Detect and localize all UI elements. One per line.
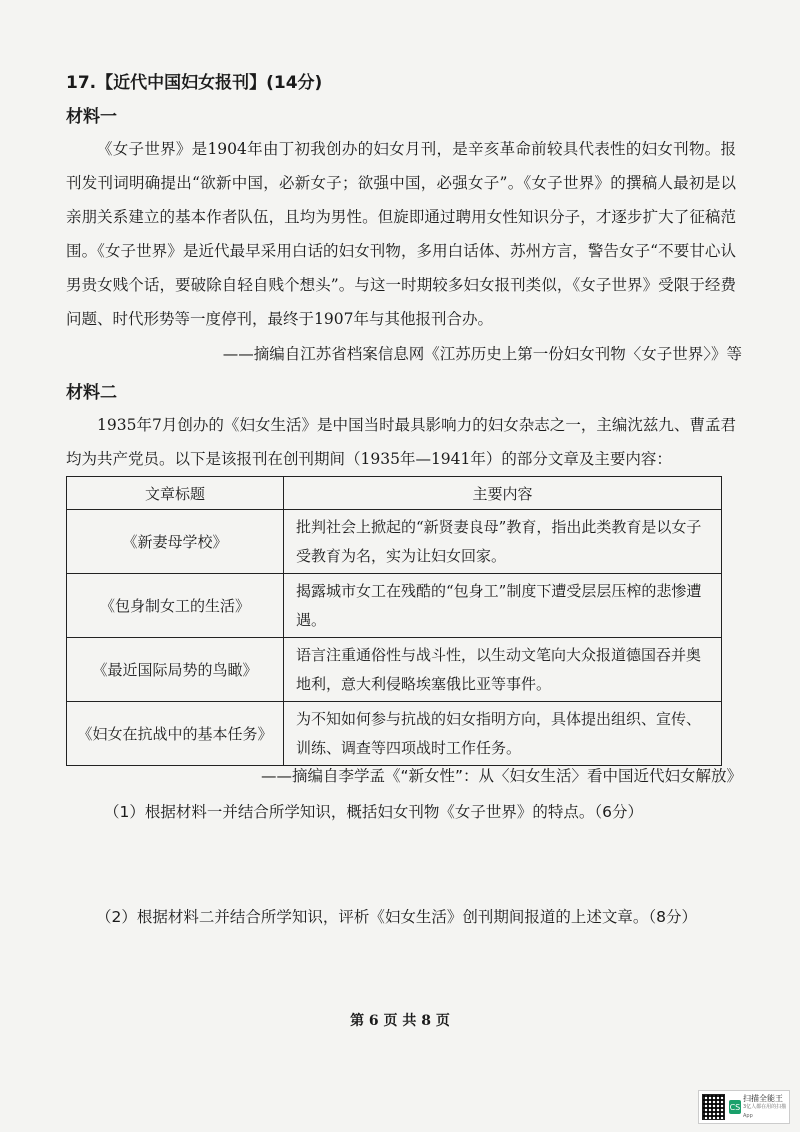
material-one-heading: 材料一 xyxy=(66,107,117,127)
table-row xyxy=(67,638,722,702)
article-content: 揭露城市女工在残酷的“包身工”制度下遭受层层压榨的悲惨遭遇。 xyxy=(284,574,722,638)
article-content: 语言注重通俗性与战斗性，以生动文笔向大众报道德国吞并奥地利，意大利侵略埃塞俄比亚等事件。 xyxy=(284,638,722,702)
column-header-title: 文章标题 xyxy=(67,477,284,510)
table-header-row xyxy=(67,477,722,510)
scanner-app-name: 扫描全能王 xyxy=(743,1093,783,1103)
material-two-paragraph: 1935年7月创办的《妇女生活》是中国当时最具影响力的妇女杂志之一，主编沈兹九、曹孟君均为共产党员。以下是该报刊在创刊期间（1935年—1941年）的部分文章及主要内容： xyxy=(66,416,736,468)
article-content: 为不知如何参与抗战的妇女指明方向，具体提出组织、宣传、训练、调查等四项战时工作任务。 xyxy=(284,702,722,766)
page-footer: 第 6 页 共 8 页 xyxy=(350,1013,450,1029)
camscanner-logo-icon: CS xyxy=(729,1100,741,1114)
article-title: 《妇女在抗战中的基本任务》 xyxy=(67,702,284,766)
material-one-source: ——摘编自江苏省档案信息网《江苏历史上第一份妇女刊物〈女子世界〉》等 xyxy=(222,345,742,363)
article-content: 批判社会上掀起的“新贤妻良母”教育，指出此类教育是以女子受教育为名，实为让妇女回家。 xyxy=(284,510,722,574)
table-row xyxy=(67,574,722,638)
column-header-content: 主要内容 xyxy=(284,477,722,510)
table-row xyxy=(67,510,722,574)
scanner-watermark xyxy=(698,1090,790,1124)
material-two-heading: 材料二 xyxy=(66,383,117,403)
article-title: 《新妻母学校》 xyxy=(67,510,284,574)
article-title: 《最近国际局势的鸟瞰》 xyxy=(67,638,284,702)
table-row xyxy=(67,702,722,766)
sub-question-1: （1）根据材料一并结合所学知识，概括妇女刊物《女子世界》的特点。（6分） xyxy=(104,803,643,821)
article-title: 《包身制女工的生活》 xyxy=(67,574,284,638)
articles-table xyxy=(66,476,722,766)
material-one-paragraph: 《女子世界》是1904年由丁初我创办的妇女月刊，是辛亥革命前较具代表性的妇女刊物。报刊发刊词明确提出“欲新中国，必新女子；欲强中国，必强女子”。《女子世界》的撰稿人最初是以亲朋关系建立的基本作者队伍，且均为男性。但旋即通过聘用女性知识分子，才逐步扩大了征稿范围。《女子世界》是近代最早采用白话的妇女刊物，多用白话体、苏州方言，警告女子“不要甘心认男贵女贱个话，要破除自轻自贱个想头”。与这一时期较多妇女报刊类似，《女子世界》受限于经费问题、时代形势等一度停刊，最终于1907年与其他报刊合办。 xyxy=(66,140,736,328)
qr-code-icon xyxy=(702,1094,725,1120)
material-two-source: ——摘编自李学孟《“新女性”：从〈妇女生活〉看中国近代妇女解放》 xyxy=(260,767,742,785)
sub-question-2: （2）根据材料二并结合所学知识，评析《妇女生活》创刊期间报道的上述文章。（8分） xyxy=(96,908,697,926)
scanner-badge-text xyxy=(743,1094,789,1121)
question-title: 17.【近代中国妇女报刊】(14分) xyxy=(66,73,323,93)
scanner-tagline: 3亿人都在用的扫描App xyxy=(743,1103,787,1119)
